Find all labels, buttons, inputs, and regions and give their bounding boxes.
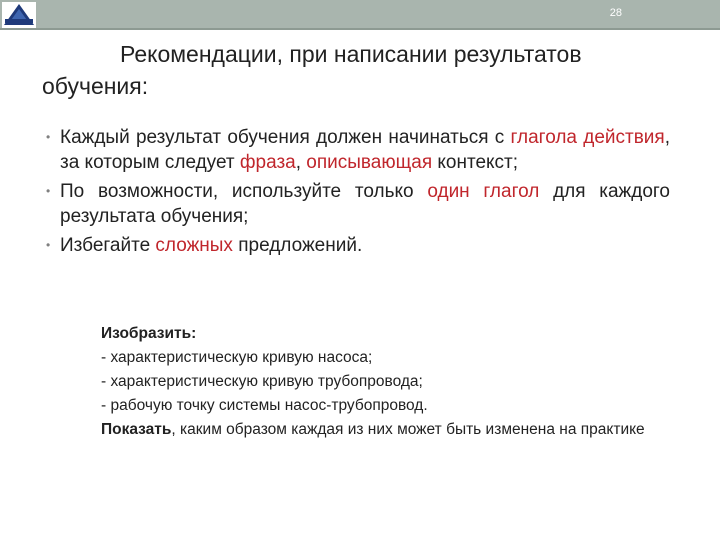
bullet-text: Избегайте bbox=[60, 235, 156, 256]
highlight-text: глагола действия bbox=[510, 127, 665, 148]
bullet-text: , за которым следует bbox=[60, 127, 670, 173]
bullet-text: По возможности, используйте только bbox=[60, 181, 428, 202]
example-block bbox=[101, 322, 673, 442]
bullet-text: Каждый результат обучения должен начинаться с bbox=[60, 127, 511, 148]
slide-title bbox=[42, 38, 682, 102]
header-bar bbox=[0, 0, 720, 30]
show-text: , каким образом каждая из них может быть изменена на практике bbox=[171, 421, 645, 438]
highlight-text: сложных bbox=[155, 235, 233, 256]
bullet-text: контекст; bbox=[432, 152, 519, 173]
example-item: - рабочую точку системы насос-трубопровод. bbox=[101, 397, 428, 414]
list-item bbox=[46, 233, 670, 258]
title-line-1: Рекомендации, при написании результатов bbox=[120, 41, 582, 67]
list-item bbox=[46, 125, 670, 175]
recommendations-list bbox=[46, 125, 670, 262]
university-emblem-icon bbox=[2, 2, 36, 28]
example-heading: Изобразить: bbox=[101, 325, 197, 342]
bullet-text: , bbox=[295, 152, 307, 173]
example-item: - характеристическую кривую трубопровода; bbox=[101, 373, 423, 390]
highlight-text: фраза bbox=[239, 152, 296, 173]
example-show-paragraph bbox=[101, 418, 673, 442]
title-line-2: обучения: bbox=[42, 73, 149, 99]
show-label: Показать bbox=[101, 421, 172, 438]
highlight-text: один глагол bbox=[427, 181, 540, 202]
highlight-text: описывающая bbox=[306, 152, 433, 173]
list-item bbox=[46, 179, 670, 229]
bullet-text: для каждого результата обучения; bbox=[60, 181, 671, 227]
bullet-text: предложений. bbox=[232, 235, 363, 256]
page-number: 28 bbox=[609, 7, 622, 19]
header-bar-edge bbox=[0, 28, 720, 30]
example-item: - характеристическую кривую насоса; bbox=[101, 349, 373, 366]
